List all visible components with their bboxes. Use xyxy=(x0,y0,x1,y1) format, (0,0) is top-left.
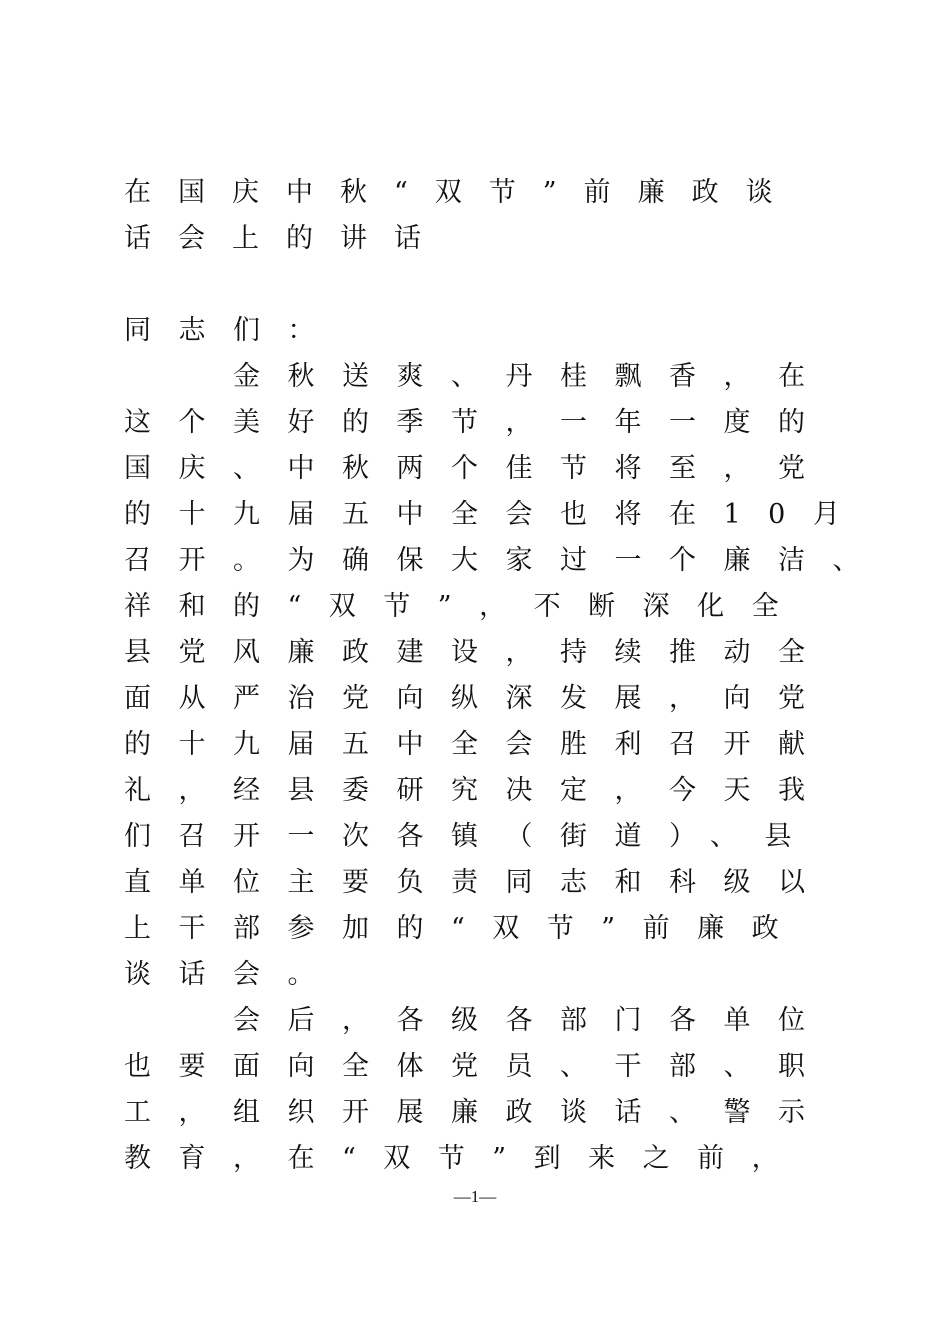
title-line-2: 话会上的讲话 xyxy=(124,223,448,254)
salutation: 同志们： xyxy=(124,315,342,346)
paragraph-1-line: 们召开一次各镇（街道）、县 xyxy=(124,821,819,852)
paragraph-1-line: 上干部参加的“双节”前廉政 xyxy=(124,913,807,944)
page-number: —1— xyxy=(453,1187,497,1206)
paragraph-1-line: 面从严治党向纵深发展，向党 xyxy=(124,683,833,714)
paragraph-1-line: 直单位主要负责同志和科级以 xyxy=(124,867,833,898)
paragraph-1-line: 的十九届五中全会也将在10月 xyxy=(124,499,868,530)
paragraph-1-line: 谈话会。 xyxy=(124,959,342,990)
title-line-1: 在国庆中秋“双节”前廉政谈 xyxy=(124,177,800,208)
paragraph-1-line: 的十九届五中全会胜利召开献 xyxy=(124,729,833,760)
paragraph-2-line: 会后，各级各部门各单位 xyxy=(233,1005,833,1036)
document-body xyxy=(124,170,887,1182)
spacer xyxy=(124,262,804,308)
paragraph-1-line: 国庆、中秋两个佳节将至，党 xyxy=(124,453,833,484)
paragraph-1-line: 礼，经县委研究决定，今天我 xyxy=(124,775,833,806)
paragraph-1-line: 这个美好的季节，一年一度的 xyxy=(124,407,833,438)
paragraph-1-line: 金秋送爽、丹桂飘香，在 xyxy=(233,361,833,392)
paragraph-1-line: 召开。为确保大家过一个廉洁、 xyxy=(124,545,887,576)
paragraph-2-line: 工，组织开展廉政谈话、警示 xyxy=(124,1097,833,1128)
paragraph-1-line: 县党风廉政建设，持续推动全 xyxy=(124,637,833,668)
paragraph-2-line: 教育，在“双节”到来之前， xyxy=(124,1143,807,1174)
paragraph-1-line: 祥和的“双节”，不断深化全 xyxy=(124,591,807,622)
paragraph-2-line: 也要面向全体党员、干部、职 xyxy=(124,1051,833,1082)
